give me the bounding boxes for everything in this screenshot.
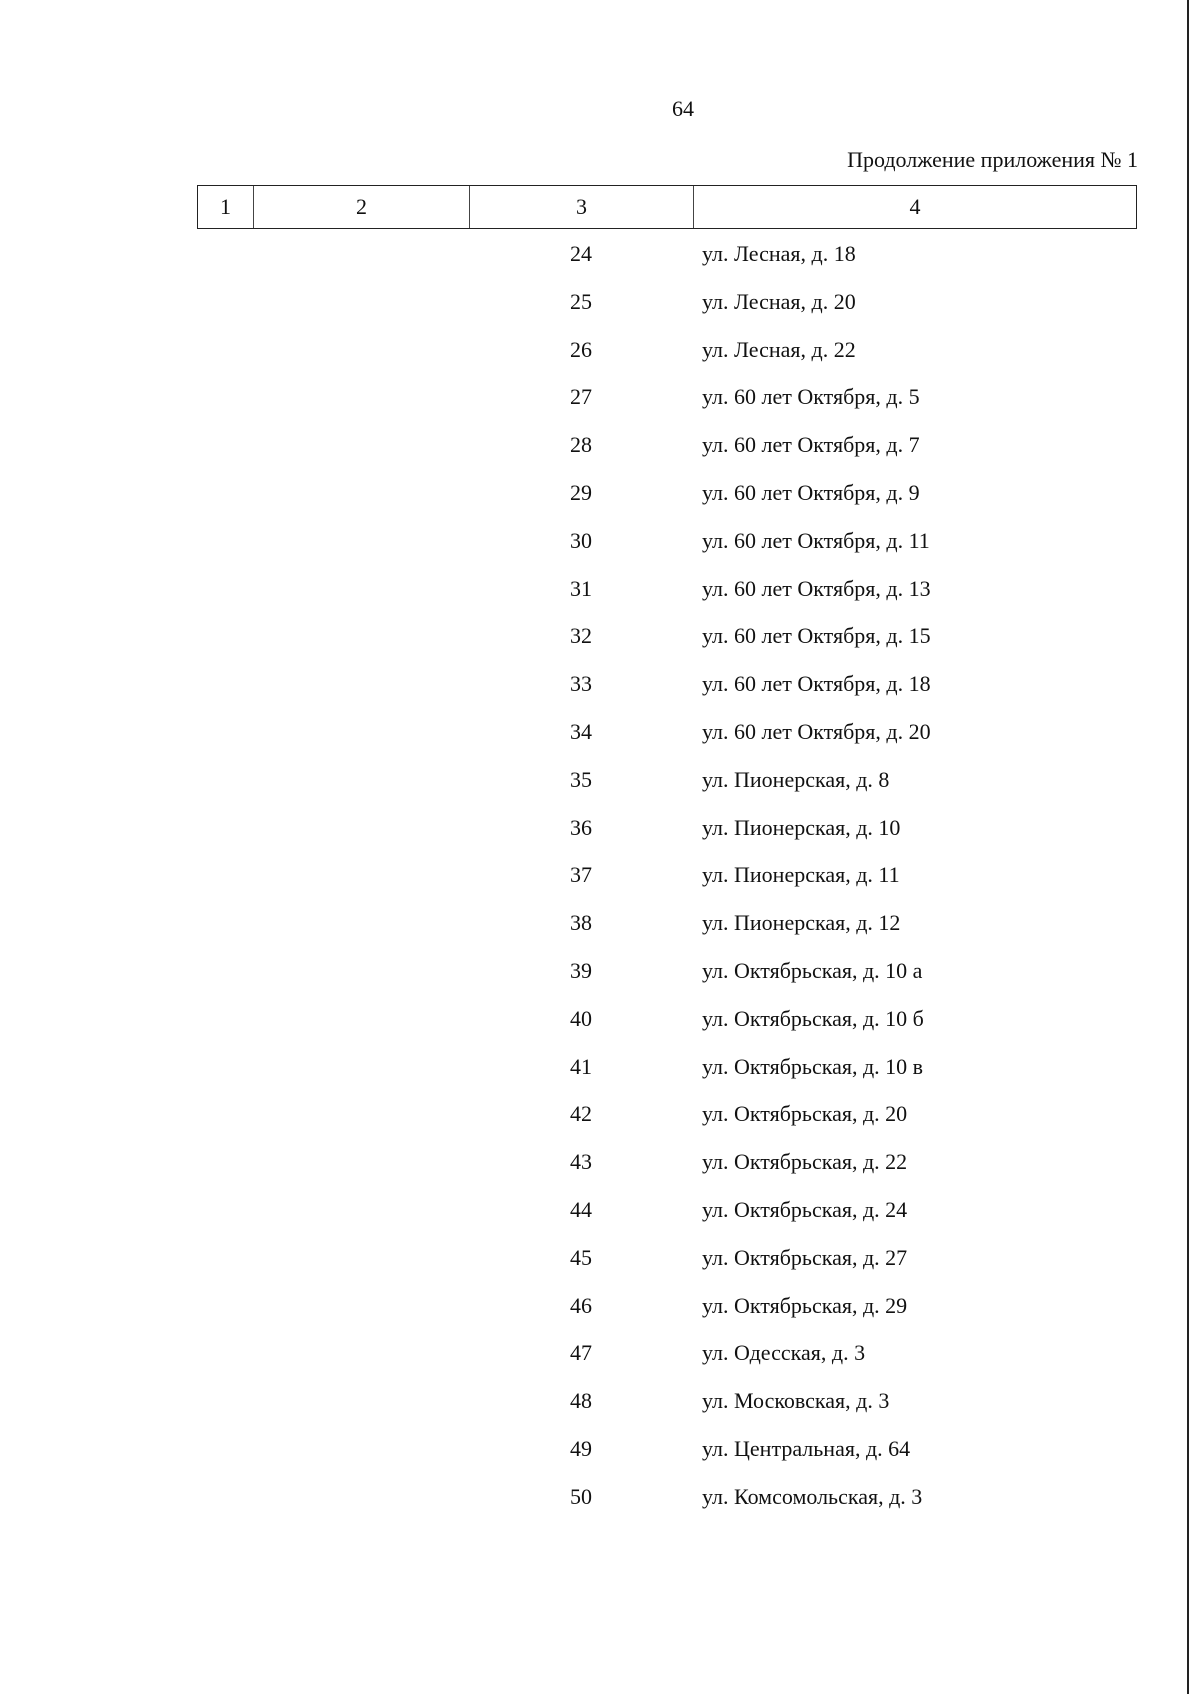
row-number: 48 <box>570 1388 592 1414</box>
table-row <box>0 432 1200 462</box>
table-row <box>0 623 1200 653</box>
row-number: 45 <box>570 1244 592 1270</box>
row-address: ул. Октябрьская, д. 10 а <box>702 958 923 983</box>
table-row <box>0 862 1200 892</box>
table-row <box>0 576 1200 606</box>
table-row <box>0 528 1200 558</box>
row-number: 43 <box>570 1149 592 1175</box>
row-number: 40 <box>570 1005 592 1031</box>
row-address: ул. Пионерская, д. 11 <box>702 862 900 888</box>
row-address: ул. Пионерская, д. 12 <box>702 910 901 936</box>
table-row <box>0 1293 1200 1323</box>
row-number: 41 <box>570 1053 592 1079</box>
table-row <box>0 958 1200 988</box>
row-number: 42 <box>570 1101 592 1127</box>
row-number: 44 <box>570 1197 592 1222</box>
scan-edge-line <box>1187 0 1189 1694</box>
table-row <box>0 1197 1200 1227</box>
row-number: 50 <box>570 1483 592 1509</box>
row-address: ул. Пионерская, д. 10 <box>702 814 901 840</box>
header-col-3: 3 <box>470 186 694 228</box>
row-number: 25 <box>570 288 592 314</box>
row-address: ул. Октябрьская, д. 27 <box>702 1244 908 1270</box>
row-address: ул. 60 лет Октября, д. 18 <box>702 671 931 697</box>
header-col-2: 2 <box>254 186 470 228</box>
row-number: 26 <box>570 336 592 362</box>
table-row <box>0 815 1200 845</box>
row-number: 31 <box>570 575 592 601</box>
row-number: 27 <box>570 384 592 410</box>
table-row <box>0 480 1200 510</box>
table-row <box>0 1245 1200 1275</box>
table-row <box>0 1054 1200 1084</box>
row-number: 33 <box>570 671 592 697</box>
row-number: 49 <box>570 1436 592 1461</box>
row-address: ул. 60 лет Октября, д. 20 <box>702 719 931 744</box>
row-address: ул. Октябрьская, д. 22 <box>702 1149 908 1175</box>
row-address: ул. 60 лет Октября, д. 11 <box>702 527 930 553</box>
row-number: 30 <box>570 527 592 553</box>
row-number: 29 <box>570 480 592 505</box>
row-address: ул. Лесная, д. 18 <box>702 241 856 266</box>
row-number: 34 <box>570 719 592 744</box>
row-address: ул. 60 лет Октября, д. 9 <box>702 480 920 505</box>
table-row <box>0 910 1200 940</box>
row-number: 24 <box>570 241 592 266</box>
row-address: ул. Лесная, д. 20 <box>702 288 856 314</box>
header-col-4: 4 <box>909 194 921 219</box>
row-address: ул. Октябрьская, д. 24 <box>702 1197 908 1222</box>
row-address: ул. Комсомольская, д. 3 <box>702 1483 923 1509</box>
row-address: ул. 60 лет Октября, д. 15 <box>702 623 931 649</box>
row-address: ул. 60 лет Октября, д. 5 <box>702 384 920 410</box>
header-col-1: 1 <box>198 186 254 228</box>
page-number: 64 <box>672 96 694 121</box>
row-number: 32 <box>570 623 592 649</box>
row-number: 37 <box>570 862 592 888</box>
row-address: ул. 60 лет Октября, д. 7 <box>702 432 920 458</box>
row-address: ул. Центральная, д. 64 <box>702 1436 911 1461</box>
row-number: 38 <box>570 910 592 936</box>
table-row <box>0 671 1200 701</box>
table-row <box>0 1484 1200 1514</box>
table-row <box>0 241 1200 271</box>
row-address: ул. Московская, д. 3 <box>702 1388 890 1414</box>
table-row <box>0 1388 1200 1418</box>
row-address: ул. Октябрьская, д. 10 б <box>702 1005 924 1031</box>
table-header <box>197 185 1137 229</box>
row-number: 46 <box>570 1292 592 1318</box>
table-row <box>0 337 1200 367</box>
row-number: 47 <box>570 1340 592 1366</box>
table-row <box>0 1436 1200 1466</box>
row-address: ул. Лесная, д. 22 <box>702 336 856 362</box>
table-row <box>0 384 1200 414</box>
table-row <box>0 1006 1200 1036</box>
table-row <box>0 1149 1200 1179</box>
row-number: 28 <box>570 432 592 458</box>
table-row <box>0 289 1200 319</box>
row-address: ул. Октябрьская, д. 10 в <box>702 1053 924 1079</box>
row-number: 39 <box>570 958 592 983</box>
row-number: 36 <box>570 814 592 840</box>
row-address: ул. 60 лет Октября, д. 13 <box>702 575 931 601</box>
row-address: ул. Октябрьская, д. 29 <box>702 1292 908 1318</box>
table-row <box>0 719 1200 749</box>
row-address: ул. Одесская, д. 3 <box>702 1340 866 1366</box>
row-address: ул. Октябрьская, д. 20 <box>702 1101 908 1127</box>
table-row <box>0 767 1200 797</box>
table-row <box>0 1101 1200 1131</box>
table-row <box>0 1340 1200 1370</box>
row-number: 35 <box>570 766 592 792</box>
row-address: ул. Пионерская, д. 8 <box>702 766 890 792</box>
continuation-label: Продолжение приложения № 1 <box>847 147 1138 172</box>
